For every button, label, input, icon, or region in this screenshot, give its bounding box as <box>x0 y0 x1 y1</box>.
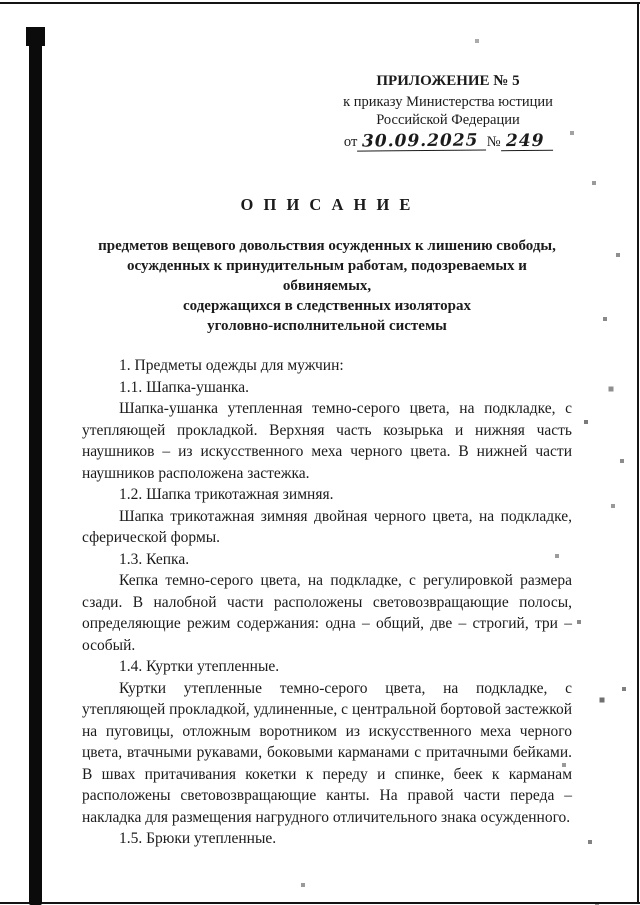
paragraph-section-1: 1. Предметы одежды для мужчин: <box>119 357 344 374</box>
number-prefix: № <box>486 134 501 150</box>
paragraph-item-1-3-desc: Кепка темно-серого цвета, на подкладке, с регулировкой размера сзади. В налобной части расположены световозвращающие полосы, определяющие режим содержания: одна – общий, две – строгий, три – особый. <box>82 572 572 654</box>
paragraph-item-1-4-desc: Куртки утепленные темно-серого цвета, на подкладке, с утепляющей прокладкой, удлиненные, с центральной бортовой застежкой на пуговицы, отложным воротником из искусственного меха черного цвета, втачными рукавами, боковыми карманами с притачными бейками. В швах притачивания кокетки к переду и спинке, беек к карманам расположены световозвращающие канты. На правой части переда – накладка для размещения нагрудного отличительного знака осужденного. <box>82 679 572 826</box>
scan-frame-right <box>637 2 639 903</box>
subtitle-line: предметов вещевого довольствия осужденных к лишению свободы, <box>98 238 556 254</box>
subtitle-line: осужденных к принудительным работам, подозреваемых и обвиняемых, <box>127 258 527 294</box>
paragraph-item-1-2-desc: Шапка трикотажная зимняя двойная черного цвета, на подкладке, сферической формы. <box>82 507 572 546</box>
date-prefix: от <box>343 134 358 150</box>
handwritten-number: 249 <box>501 132 553 151</box>
paragraph-item-1-3: 1.3. Кепка. <box>119 550 190 568</box>
scan-noise <box>0 0 2 2</box>
scan-artifact-blob <box>26 27 45 46</box>
document-content <box>82 72 572 850</box>
paragraph-item-1-1-desc: Шапка-ушанка утепленная темно-серого цвета, на подкладке, с утепляющей прокладкой. Верхняя часть козырька и нижняя часть наушников – из искусственного меха черного цвета. В нижней части наушников расположена застежка. <box>82 400 572 482</box>
document-title: О П И С А Н И Е <box>240 195 414 214</box>
appendix-header <box>324 72 572 151</box>
paragraph-item-1-4: 1.4. Куртки утепленные. <box>119 658 280 675</box>
scan-left-edge-band <box>29 30 42 905</box>
subtitle-line: уголовно-исполнительной системы <box>207 318 447 334</box>
order-reference-line2: Российской Федерации <box>376 112 520 128</box>
document-subtitle <box>82 236 572 336</box>
order-reference-line1: к приказу Министерства юстиции <box>343 94 553 110</box>
order-date-line <box>324 132 572 151</box>
handwritten-date: 30.09.2025 <box>357 131 487 151</box>
document-body <box>82 355 572 850</box>
paragraph-item-1-5: 1.5. Брюки утепленные. <box>119 830 277 847</box>
appendix-number: ПРИЛОЖЕНИЕ № 5 <box>376 73 520 89</box>
scan-frame-top <box>0 2 640 4</box>
scan-frame-bottom <box>0 902 640 904</box>
paragraph-item-1-2: 1.2. Шапка трикотажная зимняя. <box>119 486 334 503</box>
paragraph-item-1-1: 1.1. Шапка-ушанка. <box>119 378 249 396</box>
subtitle-line: содержащихся в следственных изоляторах <box>182 298 472 314</box>
